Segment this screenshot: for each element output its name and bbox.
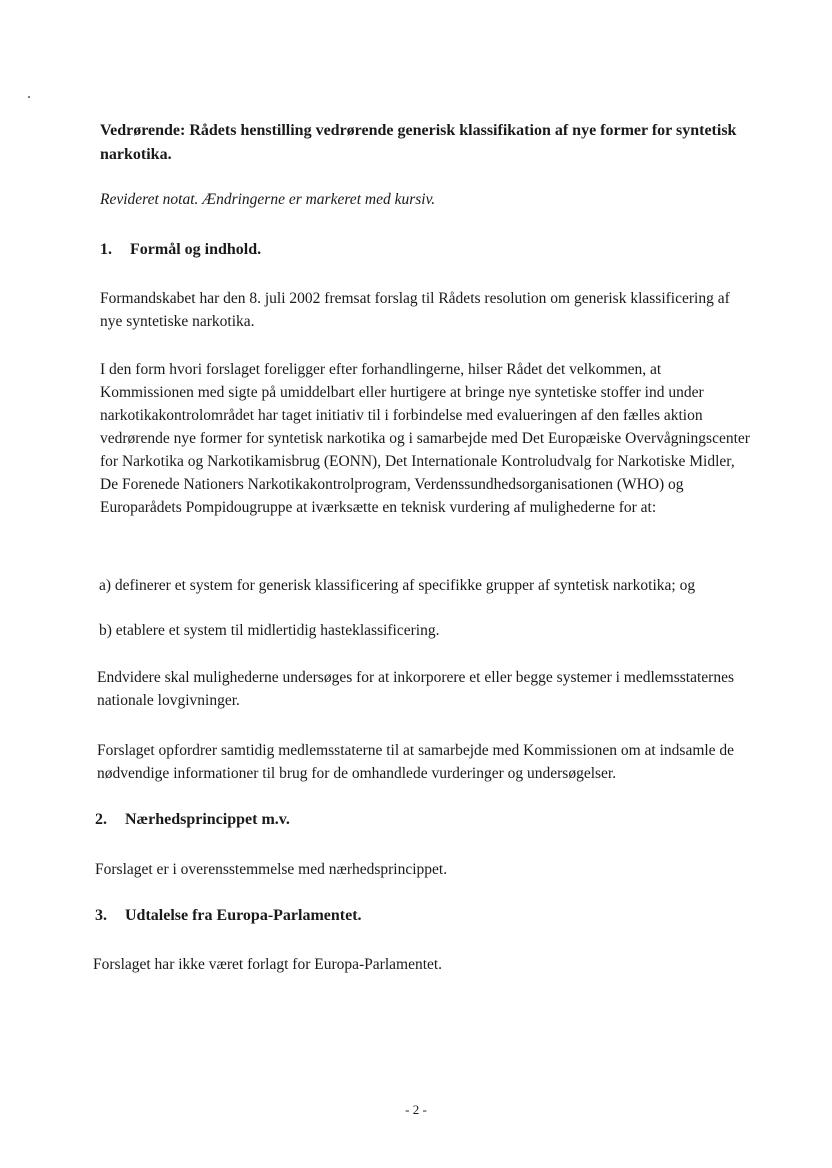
list-item-b: b) etablere et system til midlertidig hasteklassificering. [99,622,440,639]
section-1-heading [100,238,750,262]
paragraph: Formandskabet har den 8. juli 2002 fremsat forslag til Rådets resolution om generisk klassificering af nye syntetiske narkotika. [100,290,730,330]
section-1-title: Formål og indhold. [130,241,262,258]
section-3-heading [95,904,745,928]
scan-speck [28,96,30,98]
paragraph: Forslaget opfordrer samtidig medlemsstaterne til at samarbejde med Kommissionen om at indsamle de nødvendige informationer til brug for de omhandlede vurderinger og undersøgelser. [97,742,735,782]
paragraph: Endvidere skal mulighederne undersøges for at inkorporere et eller begge systemer i medlemsstaternes nationale lovgivninger. [97,669,734,709]
page-number: - 2 - [405,1102,427,1117]
section-3-title: Udtalelse fra Europa-Parlamentet. [125,907,362,924]
paragraph: I den form hvori forslaget foreligger efter forhandlingerne, hilser Rådet det velkommen, at Kommissionen med sigte på umiddelbart eller hurtigere at bringe nye syntetiske stoffer ind under narkotikakontrolområdet har taget initiativ til i forbindelse med evalueringen af den fælles aktion vedrørende nye former for syntetisk narkotika og i samarbejde med Det Europæiske Overvågningscenter for Narkotika og Narkotikamisbrug (EONN), Det Internationale Kontroludvalg for Narkotiske Midler, De Forenede Nationers Narkotikakontrolprogram, Verdenssundhedsorganisationen (WHO) og Europarådets Pompidougruppe at iværksætte en teknisk vurdering af mulighederne for at: [100,361,750,516]
document-title: Vedrørende: Rådets henstilling vedrørende generisk klassifikation af nye former for syntetisk narkotika. [100,122,737,163]
section-2-title: Nærhedsprincippet m.v. [125,811,290,828]
revision-note: Revideret notat. Ændringerne er markeret med kursiv. [100,191,436,208]
section-3-number: 3. [95,907,107,924]
section-2-heading [95,808,745,832]
paragraph: Forslaget er i overensstemmelse med nærhedsprincippet. [95,861,448,878]
section-1-number: 1. [100,241,112,258]
list-item-a: a) definerer et system for generisk klassificering af specifikke grupper af syntetisk narkotika; og [99,577,696,594]
section-2-number: 2. [95,811,107,828]
paragraph: Forslaget har ikke været forlagt for Europa-Parlamentet. [93,956,443,973]
